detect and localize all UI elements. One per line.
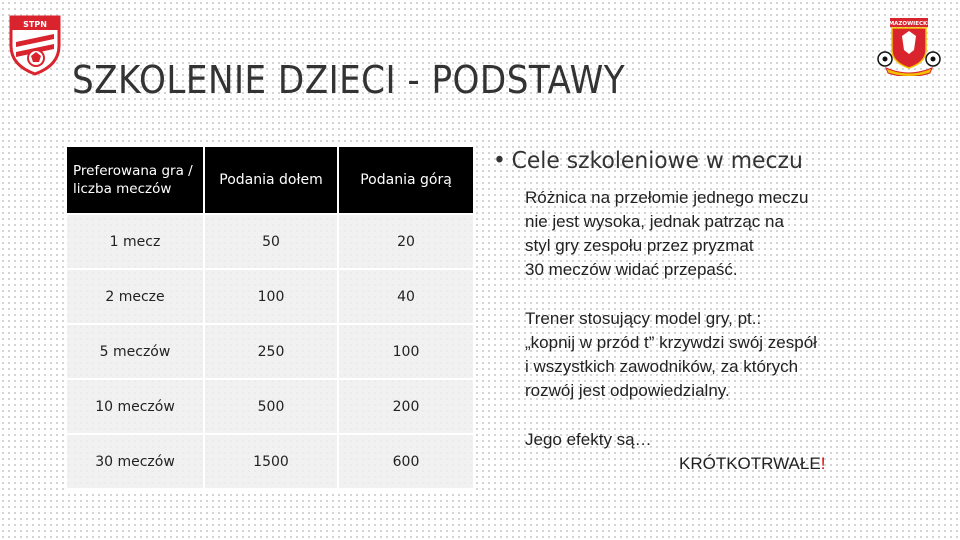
- stpn-logo: [6, 12, 64, 76]
- table-cell: 100: [338, 324, 474, 379]
- table-row: [66, 269, 474, 324]
- table-row: [66, 214, 474, 269]
- paragraph-coach: [525, 307, 953, 403]
- table-cell: 5 meczów: [66, 324, 204, 379]
- passes-table: [65, 145, 475, 490]
- header-cell-low-passes: Podania dołem: [204, 146, 338, 214]
- table-cell: 600: [338, 434, 474, 489]
- table-cell: 100: [204, 269, 338, 324]
- table-cell: 200: [338, 379, 474, 434]
- paragraph-line: 30 meczów widać przepaść.: [525, 260, 738, 279]
- short-term-line: [525, 452, 953, 476]
- mazowiecki-logo-text: MAZOWIECKI: [888, 21, 930, 27]
- paragraph-line: i wszystkich zawodników, za których: [525, 357, 799, 376]
- table-cell: 1500: [204, 434, 338, 489]
- table-cell: 50: [204, 214, 338, 269]
- paragraph-line: Trener stosujący model gry, pt.:: [525, 309, 762, 328]
- slide-title: SZKOLENIE DZIECI - PODSTAWY: [72, 58, 626, 102]
- paragraph-effects: [525, 428, 953, 476]
- table-cell: 500: [204, 379, 338, 434]
- table-cell: 20: [338, 214, 474, 269]
- table-cell: 250: [204, 324, 338, 379]
- table-cell: 2 mecze: [66, 269, 204, 324]
- short-term-text: KRÓTKOTRWAŁE: [679, 454, 821, 473]
- training-goals: [493, 148, 953, 476]
- paragraph-line: Różnica na przełomie jednego meczu: [525, 188, 809, 207]
- crest-icon: [876, 16, 942, 76]
- paragraph-line: styl gry zespołu przez pryzmat: [525, 236, 754, 255]
- paragraph-line: „kopnij w przód t” krzywdzi swój zespół: [525, 333, 817, 352]
- stpn-logo-text: STPN: [23, 20, 47, 29]
- header-cell-high-passes: Podania górą: [338, 146, 474, 214]
- table-row: [66, 379, 474, 434]
- paragraph-line: Jego efekty są…: [525, 430, 652, 449]
- table-cell: 1 mecz: [66, 214, 204, 269]
- table-cell: 10 meczów: [66, 379, 204, 434]
- shield-icon: [6, 12, 64, 76]
- table-row: [66, 324, 474, 379]
- table-cell: 40: [338, 269, 474, 324]
- paragraph-difference: [525, 186, 953, 282]
- table-header-row: [66, 146, 474, 214]
- goals-heading: [493, 148, 930, 174]
- bullet-icon: •: [493, 148, 506, 174]
- exclamation-mark: !: [820, 454, 826, 473]
- paragraph-line: nie jest wysoka, jednak patrząc na: [525, 212, 784, 231]
- goals-heading-text: Cele szkoleniowe w meczu: [511, 148, 803, 174]
- paragraph-line: rozwój jest odpowiedzialny.: [525, 381, 730, 400]
- table-row: [66, 434, 474, 489]
- mazowiecki-logo: [876, 16, 942, 76]
- table-cell: 30 meczów: [66, 434, 204, 489]
- header-cell-matches: Preferowana gra / liczba meczów: [66, 146, 204, 214]
